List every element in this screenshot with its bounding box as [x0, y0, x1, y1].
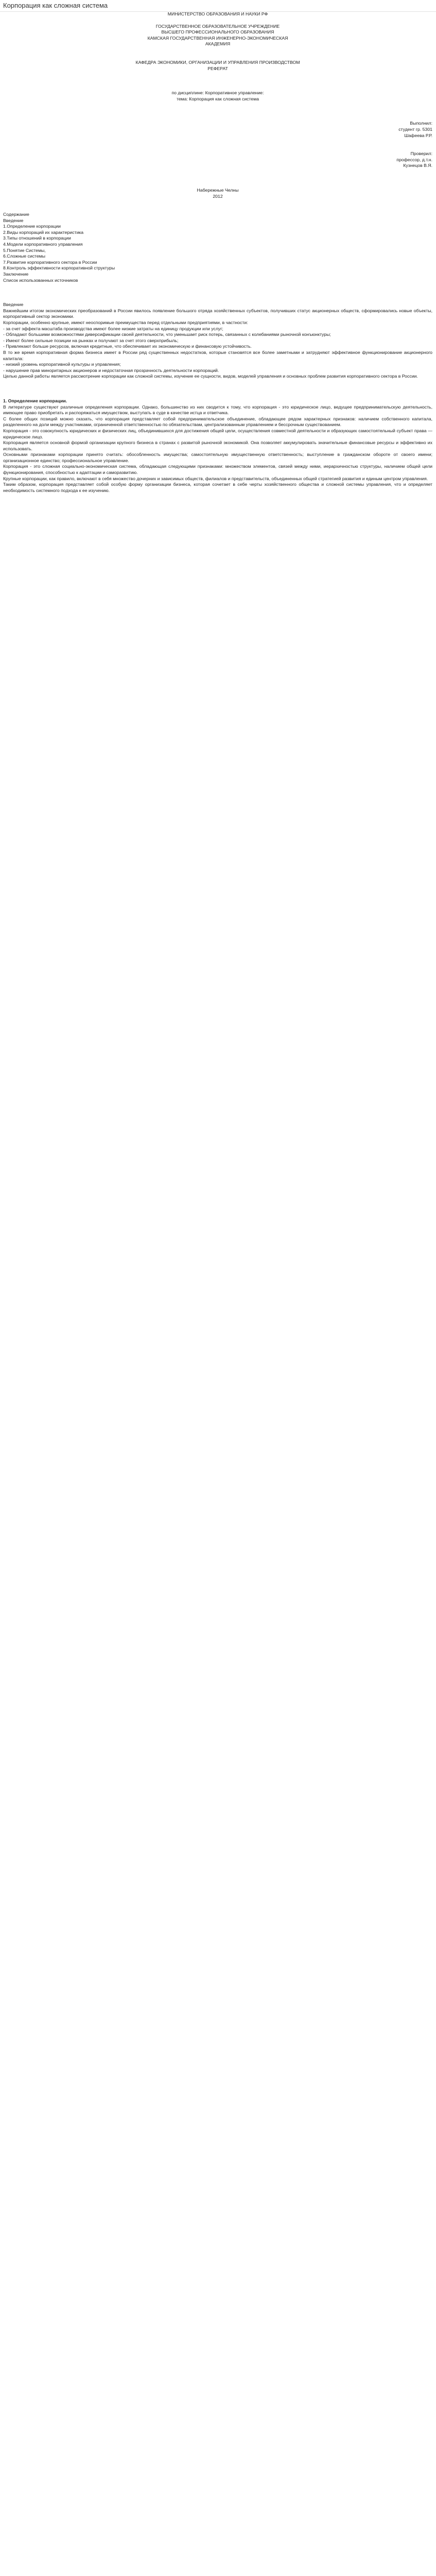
intro-paragraph: Целью данной работы является рассмотрение корпорации как сложной системы, изучение ее сущности, видов, моделей управления и основных проблем развития корпоративного сектора в России. — [3, 374, 418, 379]
intro-paragraph: - низкий уровень корпоративной культуры и управления; — [3, 362, 121, 367]
toc-item: 2.Виды корпораций их характеристика — [3, 229, 84, 235]
institution-line: КАМСКАЯ ГОСУДАРСТВЕННАЯ ИНЖЕНЕРНО-ЭКОНОМИЧЕСКАЯ — [147, 35, 288, 41]
toc-item: Заключение — [3, 272, 29, 277]
toc-item: Введение — [3, 217, 24, 223]
section-paragraph: В литературе существуют различные определения корпорации. Однако, большинство из них сводится к тому, что корпорация - это юридическое лицо, ведущее предпринимательскую деятельность, имеющее право приобретать и распоряжаться имуществом, выступать в суде в качестве истца и ответчика. — [3, 404, 434, 416]
section-paragraph: Основными признаками корпорации принято считать: обособленность имущества; самостоятельную имущественную ответственность; выступление в гражданском обороте от своего имени; организационное единство; профессиональное управление. — [3, 452, 434, 463]
toc-item: 3.Типы отношений в корпорации — [3, 235, 71, 241]
toc-item: 1.Определение корпорации — [3, 224, 61, 229]
section-paragraph: Таким образом, корпорация представляет собой особую форму организации бизнеса, которая сочетает в себе черты хозяйственного общества и сложной системы управления, что и определяет необходимость системного подхода к ее изучению. — [3, 482, 434, 493]
author-label: Выполнил: — [410, 121, 432, 126]
intro-paragraph: Корпорации, особенно крупные, имеют неоспоримые преимущества перед отдельными предприятиями, в частности: — [3, 320, 248, 325]
toc-item: 6.Сложные системы — [3, 253, 45, 259]
section-paragraph: Корпорация является основной формой организации крупного бизнеса в странах с развитой рыночной экономикой. Она позволяет аккумулировать значительные финансовые ресурсы и эффективно их использовать. — [3, 440, 434, 451]
toc-item: 4.Модели корпоративного управления — [3, 242, 83, 247]
institution-line: АКАДЕМИЯ — [205, 41, 231, 47]
intro-paragraph: - Обладают большими возможностями диверсификации своей деятельности, что уменьшает риск потерь, связанных с колебаниями рыночной конъюнктуры; — [3, 332, 331, 337]
topic-line: тема: Корпорация как сложная система — [176, 96, 259, 101]
intro-paragraph: - нарушение прав миноритарных акционеров и недостаточная прозрачность деятельности корпораций. — [3, 367, 219, 373]
author-group: студент гр. 5301 — [398, 126, 432, 132]
institution-line: ГОСУДАРСТВЕННОЕ ОБРАЗОВАТЕЛЬНОЕ УЧРЕЖДЕНИЕ — [155, 23, 280, 29]
toc-item: Список использованных источников — [3, 277, 78, 283]
toc-item: 5.Понятие Системы, — [3, 247, 46, 253]
section-paragraph: Корпорация - это совокупность юридических и физических лиц, объединившихся для достижения общей цели, осуществления совместной деятельности и образующих самостоятельный субъект права — юридическое лицо. — [3, 428, 434, 439]
window-title: Корпорация как сложная система — [3, 2, 108, 9]
ministry-line: МИНИСТЕРСТВО ОБРАЗОВАНИЯ И НАУКИ РФ — [167, 11, 268, 16]
institution-line: ВЫСШЕГО ПРОФЕССИОНАЛЬНОГО ОБРАЗОВАНИЯ — [161, 29, 274, 35]
author-name: Шафеева Р.Р. — [404, 132, 432, 138]
intro-paragraph: - Имеют более сильные позиции на рынках и получают за счет этого сверхприбыль; — [3, 337, 179, 343]
intro-paragraph: - Привлекают больше ресурсов, включая кредитные, что обеспечивает их экономическую и финансовую устойчивость. — [3, 344, 252, 349]
toc-item: 8.Контроль эффективности корпоративной структуры — [3, 265, 115, 271]
intro-paragraph: - за счет эффекта масштаба производства имеют более низкие затраты на единицу продукции или услуг; — [3, 326, 223, 331]
department-line: КАФЕДРА ЭКОНОМИКИ, ОРГАНИЗАЦИИ И УПРАВЛЕНИЯ ПРОИЗВОДСТВОМ — [135, 59, 300, 65]
title-bar — [0, 0, 436, 12]
checker-name: Кузнецов В.Я. — [403, 163, 432, 168]
section-paragraph: Корпорация - это сложная социально-экономическая система, обладающая следующими признаками: множеством элементов, связей между ними, иерархичностью структуры, наличием общей цели функционирования, способностью к адаптации и саморазвитию. — [3, 464, 434, 476]
year-line: 2012 — [213, 193, 223, 199]
intro-paragraph: В то же время корпоративная форма бизнеса имеет в России ряд существенных недостатков, которые становятся все более заметными и затрудняют эффективное функционирование акционерного капитала: — [3, 349, 434, 361]
city-line: Набережные Челны — [197, 187, 239, 193]
document-body — [3, 11, 432, 2576]
document-type: РЕФЕРАТ — [207, 65, 228, 71]
discipline-line: по дисциплине: Корпоративное управление: — [171, 90, 264, 96]
checker-degree: профессор, д.т.н. — [396, 157, 432, 162]
section-heading: 1. Определение корпорации. — [3, 398, 67, 403]
checker-label: Проверил: — [410, 151, 432, 157]
toc-item: 7.Развитие корпоративного сектора в России — [3, 259, 97, 265]
intro-heading: Введение — [3, 302, 24, 308]
section-paragraph: С более общих позиций можно сказать, что корпорация представляет собой предпринимательское объединение, обладающее рядом характерных признаков: наличием собственного капитала, разделенного на доли между участниками, ограниченной ответственностью по обязательствам, централизованным управлением и бессрочным существованием. — [3, 416, 434, 428]
toc-heading: Содержание — [3, 212, 29, 217]
section-paragraph: Крупные корпорации, как правило, включают в себя множество дочерних и зависимых обществ, филиалов и представительств, объединенных общей стратегией развития и единым центром управления. — [3, 476, 428, 481]
intro-paragraph: Важнейшим итогом экономических преобразований в России явилось появление большого отряда хозяйственных субъектов, получивших статус акционерных обществ, сформировались новые объекты, корпоративный сектор экономики. — [3, 308, 434, 319]
